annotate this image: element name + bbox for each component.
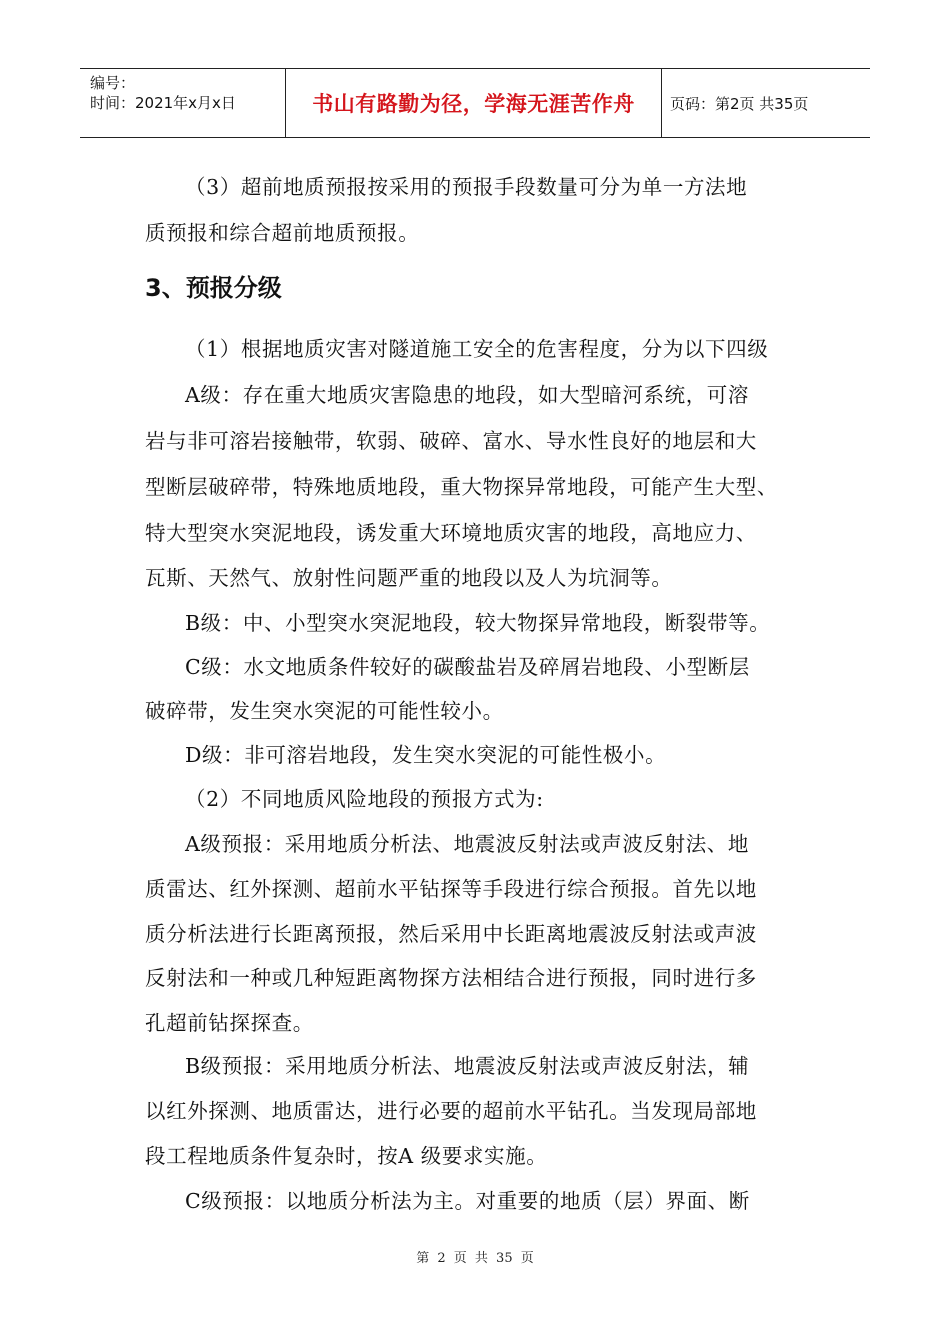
paragraph-line: B级预报：采用地质分析法、地震波反射法或声波反射法，辅 [185,1054,750,1078]
paragraph-line: C级预报：以地质分析法为主。对重要的地质（层）界面、断 [185,1189,750,1213]
header-motto: 书山有路勤为径，学海无涯苦作舟 [312,92,635,116]
document-number-label: 编号： [90,74,136,92]
paragraph-line: 型断层破碎带，特殊地质地段，重大物探异常地段，可能产生大型、 [145,475,778,499]
paragraph-line: 瓦斯、天然气、放射性问题严重的地段以及人为坑洞等。 [145,566,673,590]
paragraph-line: B级：中、小型突水突泥地段，较大物探异常地段，断裂带等。 [185,611,771,635]
paragraph-line: D级：非可溶岩地段，发生突水突泥的可能性极小。 [185,743,667,767]
header-meta-cell [80,69,286,137]
paragraph-line: 质预报和综合超前地质预报。 [145,221,420,245]
paragraph-line: （3）超前地质预报按采用的预报手段数量可分为单一方法地 [185,175,748,199]
paragraph-line: 孔超前钻探探查。 [145,1011,314,1035]
paragraph-line: 段工程地质条件复杂时，按A 级要求实施。 [145,1144,548,1168]
paragraph-line: 破碎带，发生突水突泥的可能性较小。 [145,699,504,723]
paragraph-line: 反射法和一种或几种短距离物探方法相结合进行预报，同时进行多 [145,966,757,990]
header-motto-cell [286,69,662,137]
paragraph-line: 质分析法进行长距离预报，然后采用中长距离地震波反射法或声波 [145,922,757,946]
paragraph-line: 岩与非可溶岩接触带，软弱、破碎、富水、导水性良好的地层和大 [145,429,757,453]
paragraph-line: C级：水文地质条件较好的碳酸盐岩及碎屑岩地段、小型断层 [185,655,750,679]
page-footer: 第 2 页 共 35 页 [416,1251,534,1266]
paragraph-line: A级：存在重大地质灾害隐患的地段，如大型暗河系统，可溶 [185,383,750,407]
paragraph-line: A级预报：采用地质分析法、地震波反射法或声波反射法、地 [185,832,750,856]
section-heading: 3、预报分级 [145,274,282,302]
paragraph-line: 质雷达、红外探测、超前水平钻探等手段进行综合预报。首先以地 [145,877,757,901]
paragraph-line: 特大型突水突泥地段，诱发重大环境地质灾害的地段，高地应力、 [145,521,757,545]
header-page-cell [662,69,870,137]
paragraph-line: （2）不同地质风险地段的预报方式为: [185,787,544,811]
paragraph-line: （1）根据地质灾害对隧道施工安全的危害程度，分为以下四级 [185,337,769,361]
paragraph-line: 以红外探测、地质雷达，进行必要的超前水平钻孔。当发现局部地 [145,1099,757,1123]
page-header [80,68,870,138]
document-date-label: 时间：2021年x月x日 [90,94,236,112]
header-page-info: 页码：第2页 共35页 [670,94,809,113]
